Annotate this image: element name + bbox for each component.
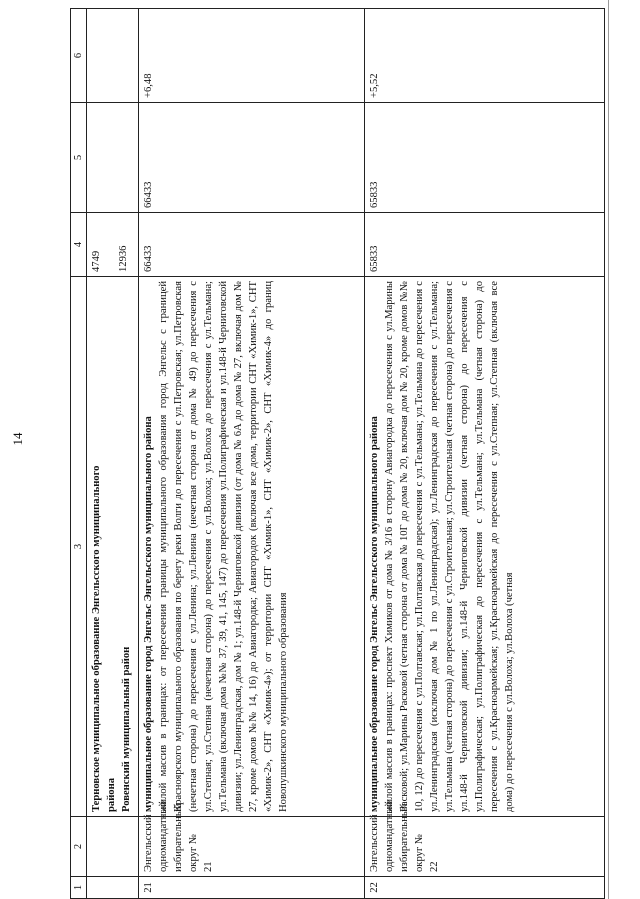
continuation-line-2: района bbox=[106, 778, 117, 812]
voters-count: 66433 bbox=[139, 213, 365, 277]
continuation-cell bbox=[87, 277, 139, 817]
row-number: 21 bbox=[139, 877, 365, 899]
district-description bbox=[365, 277, 605, 817]
table-row bbox=[365, 9, 605, 899]
header-col-6: 6 bbox=[71, 9, 87, 103]
header-col-1: 1 bbox=[71, 877, 87, 899]
deviation-value: +5,52 bbox=[365, 9, 605, 103]
row-number: 22 bbox=[365, 877, 605, 899]
voters-count-2: 65833 bbox=[365, 103, 605, 213]
deviation-value: +6,48 bbox=[139, 9, 365, 103]
page-edge-line bbox=[608, 0, 609, 899]
district-description bbox=[139, 277, 365, 817]
continuation-counts bbox=[87, 213, 139, 277]
district-boundaries: жилой массив в границах: от пересечения границы муниципального образования город Энгельс с границей Красноярского муниципального образования по берегу реки Волги до пересечения с ул.Петровская; ул.Петровская (нечетная сторона) до пересечения с ул.Ленина; ул.Ленина (нечетная сторона от дома № 49) до пересечения с ул.Степная; ул.Степная (нечетная сторона) до пересечения с ул.Волоха; ул.Волоха до пересечения с ул.Тельмана; ул.Тельмана (включая дома №№ 37, 39, 41, 145, 147) до пересечения ул.Полиграфическая и ул.148-й Черниговской дивизии; ул.Ленинградская, дом № 1; ул.148-й Черниговской дивизии (от дома № 6А до дома № 27, включая дом № 27, кроме домов №№ 14, 16) до Авиагородка; Авиагородок (включая все дома, территории СНТ «Химик-1», СНТ «Химик-2», СНТ «Химик-4»); от территории СНТ «Химик-1», СНТ «Химик-2», СНТ «Химик-4» до границ Новопушкинского муниципального образования bbox=[158, 281, 289, 812]
table-header-row bbox=[71, 9, 87, 899]
continuation-line-3: Ровенский муниципальный район bbox=[121, 646, 132, 812]
header-col-2: 2 bbox=[71, 817, 87, 877]
district-table bbox=[70, 8, 605, 899]
district-name: Энгельсский одномандатный избирательный округ № 21 bbox=[139, 817, 365, 877]
header-col-4: 4 bbox=[71, 213, 87, 277]
continuation-value-1: 4749 bbox=[91, 250, 102, 272]
header-col-3: 3 bbox=[71, 277, 87, 817]
table-row-continuation bbox=[87, 9, 139, 899]
voters-count: 65833 bbox=[365, 213, 605, 277]
page-number: 14 bbox=[10, 432, 25, 446]
district-title: муниципальное образование город Энгельс Энгельсского муниципального района bbox=[143, 416, 154, 812]
table-row bbox=[139, 9, 365, 899]
continuation-value-2: 12936 bbox=[118, 245, 129, 272]
district-boundaries: жилой массив в границах: проспект Химиков от дома № 3/16 в сторону Авиагородка до пересечения с ул.Марины Расковой; ул.Марины Расковой (четная сторона от дома № 10Г до дома № 20, включая дом № 20, кроме домов №№ 10, 12) до пересечения с ул.Полтавская; ул.Полтавская до пересечения с ул.Тельмана; ул.Тельмана до пересечения с ул.Ленинградская (исключая дом № 1 по ул.Ленинградская); ул.Ленинградская до пересечения с ул.Тельмана; ул.Тельмана (четная сторона) до пересечения с ул.Строительная; ул.Строительная (четная сторона) до пересечения с ул.148-й Черниговской дивизии; ул.148-й Черниговской дивизии (четная сторона) до пересечения с ул.Полиграфическая; ул.Полиграфическая до пересечения с ул.Тельмана; ул.Тельмана (четная сторона) до пересечения с ул.Красноармейская; ул.Красноармейская до пересечения с ул.Степная; ул.Степная (включая все дома) до пересечения с ул.Волоха; ул.Волоха (четная bbox=[384, 281, 515, 812]
continuation-line-1: Терновское муниципальное образование Энгельсского муниципального bbox=[91, 465, 102, 812]
district-name: Энгельсский одномандатный избирательный округ № 22 bbox=[365, 817, 605, 877]
header-col-5: 5 bbox=[71, 103, 87, 213]
voters-count-2: 66433 bbox=[139, 103, 365, 213]
district-title: муниципальное образование город Энгельс Энгельсского муниципального района bbox=[369, 416, 380, 812]
